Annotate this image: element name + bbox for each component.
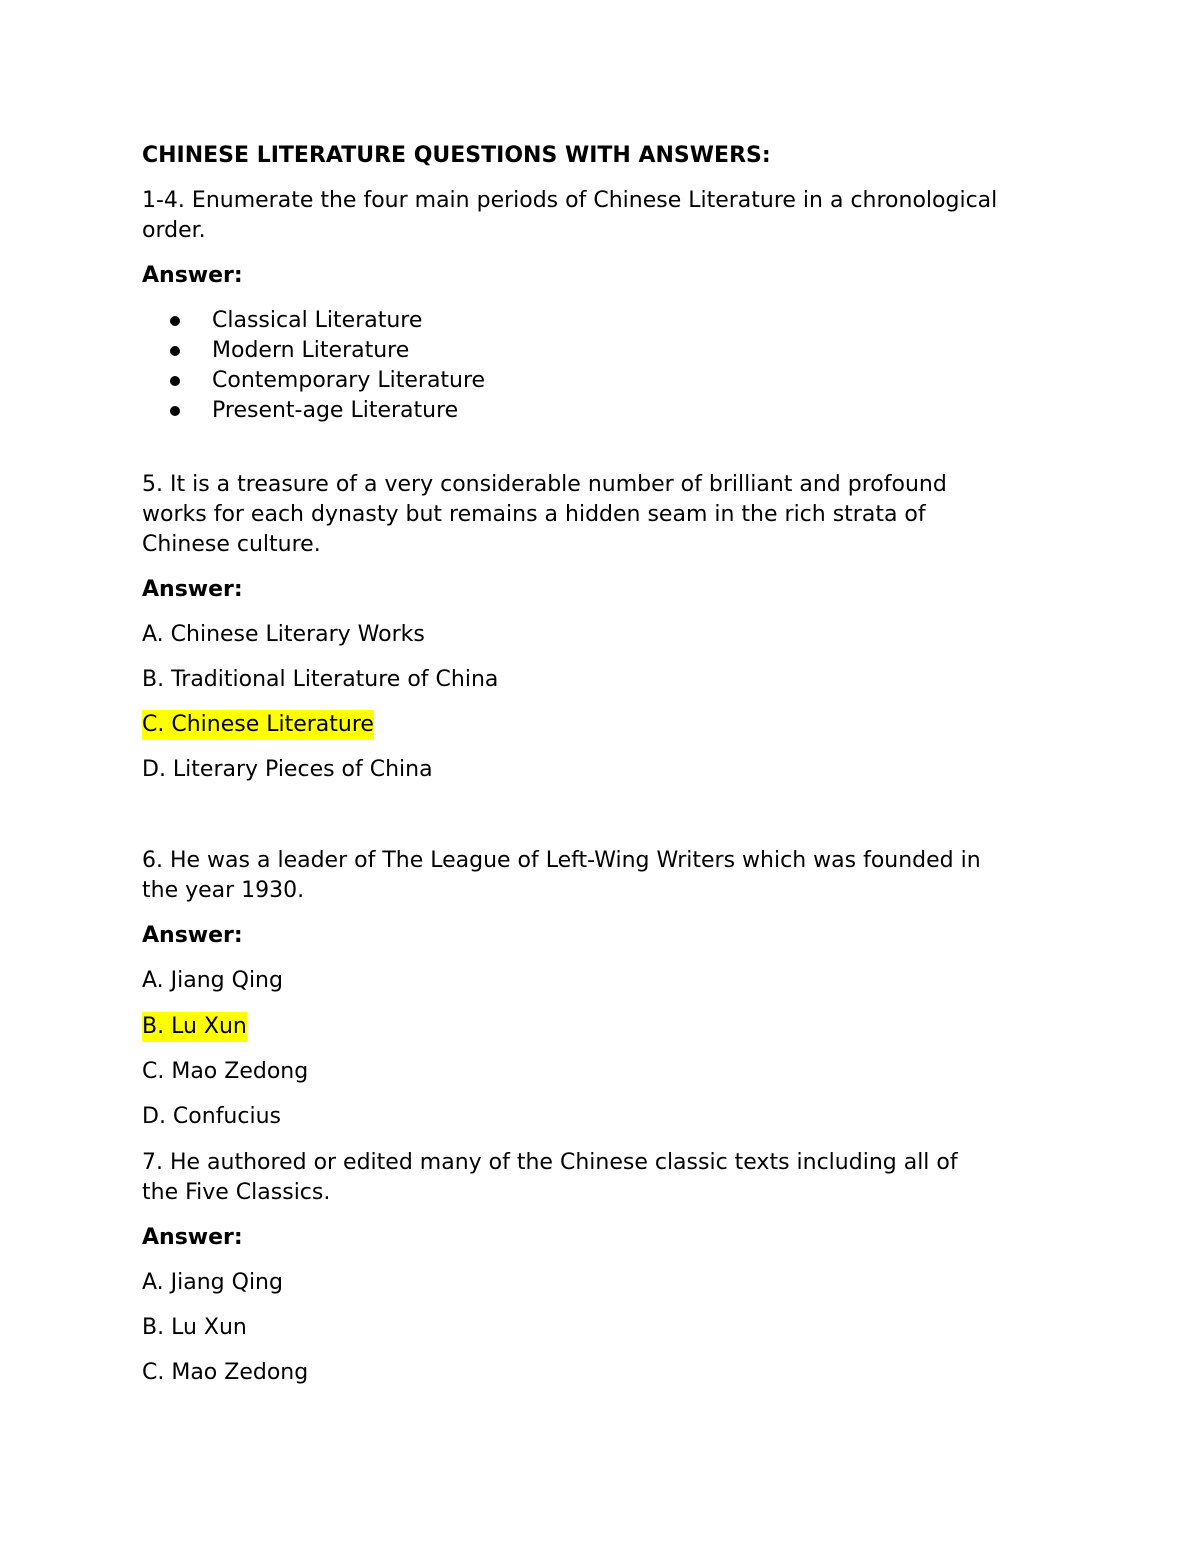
question-7-line-1: 7. He authored or edited many of the Chinese classic texts including all of [142, 1150, 958, 1175]
option-c-q7: C. Mao Zedong [142, 1360, 309, 1385]
answer-label-q1: Answer: [142, 263, 243, 288]
option-d-q5: D. Literary Pieces of China [142, 757, 433, 782]
answer-label-q6: Answer: [142, 923, 243, 948]
option-a-q7: A. Jiang Qing [142, 1270, 283, 1295]
option-b-q7: B. Lu Xun [142, 1315, 247, 1340]
option-c-q5-highlighted: C. Chinese Literature [142, 710, 374, 740]
bullet-icon [170, 376, 180, 386]
bullet-icon [170, 316, 180, 326]
document-title: CHINESE LITERATURE QUESTIONS WITH ANSWERS: [142, 143, 771, 168]
bullet-icon [170, 406, 180, 416]
answer-list-item: Modern Literature [212, 338, 410, 363]
question-6-line-2: the year 1930. [142, 878, 305, 903]
question-6-line-1: 6. He was a leader of The League of Left-Wing Writers which was founded in [142, 848, 981, 873]
question-1-4-line-2: order. [142, 218, 206, 243]
question-5-line-2: works for each dynasty but remains a hidden seam in the rich strata of [142, 502, 926, 527]
option-a-q6: A. Jiang Qing [142, 968, 283, 993]
option-a-q5: A. Chinese Literary Works [142, 622, 425, 647]
option-c-q6: C. Mao Zedong [142, 1059, 309, 1084]
question-7-line-2: the Five Classics. [142, 1180, 331, 1205]
option-b-q6-highlighted: B. Lu Xun [142, 1012, 247, 1042]
question-5-line-3: Chinese culture. [142, 532, 321, 557]
bullet-icon [170, 346, 180, 356]
option-d-q6: D. Confucius [142, 1104, 281, 1129]
answer-label-q5: Answer: [142, 577, 243, 602]
answer-label-q7: Answer: [142, 1225, 243, 1250]
answer-list-item: Present-age Literature [212, 398, 459, 423]
question-5-line-1: 5. It is a treasure of a very considerable number of brilliant and profound [142, 472, 947, 497]
answer-list-item: Contemporary Literature [212, 368, 486, 393]
option-b-q5: B. Traditional Literature of China [142, 667, 499, 692]
question-1-4-line-1: 1-4. Enumerate the four main periods of Chinese Literature in a chronological [142, 188, 998, 213]
answer-list-item: Classical Literature [212, 308, 423, 333]
